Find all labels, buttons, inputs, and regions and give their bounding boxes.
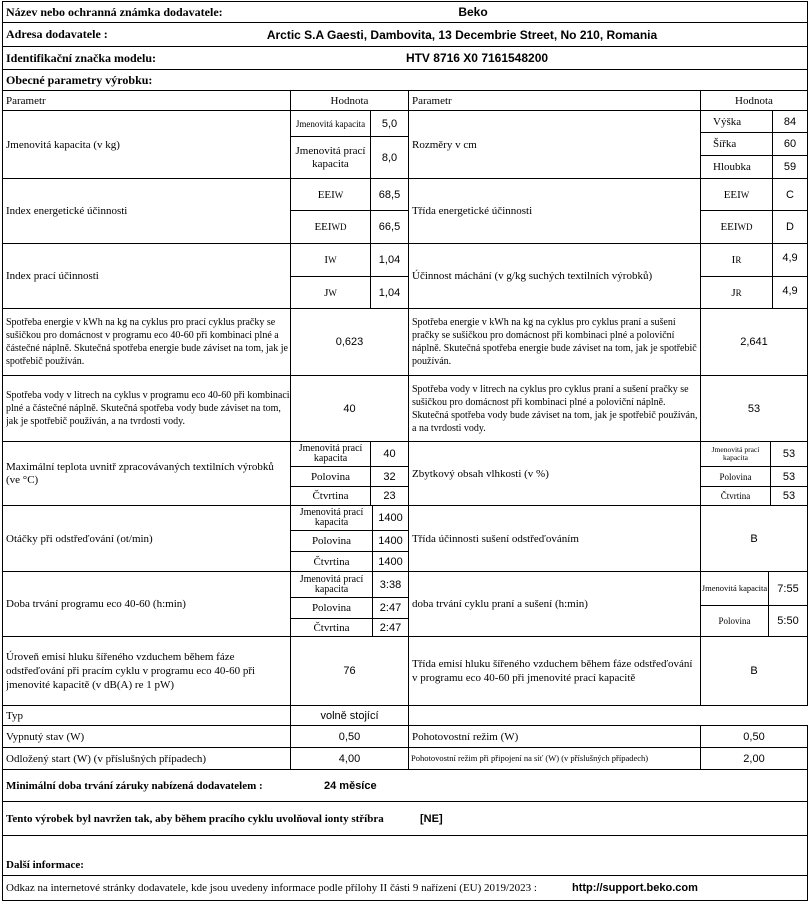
duration-val2: 2:47 [379, 621, 402, 634]
moisture-sub0: Jmenovitá prací kapacita [711, 445, 760, 462]
duration-sub0: Jmenovitá prací kapacita [299, 573, 364, 595]
rated-capacity-val1: 5,0 [381, 117, 398, 130]
general-header: Obecné parametry výrobku: [6, 72, 153, 87]
class-wd-value: D [786, 221, 794, 233]
water-wash-dry-label: Spotřeba vody v litrech na cyklus pro cyklus praní a sušení pračky se sušičkou pro domácnost při kombinaci plné a poloviční náplně. Skutečná spotřeba vody bude záviset na tom, jak je spotřebič používán, a na tvrdosti vody. [412, 383, 698, 434]
duration-wd-sub0: Jmenovitá kapacita [701, 583, 768, 593]
moisture-label: Zbytkový obsah vlhkosti (v %) [412, 467, 549, 480]
delay-start-label: Odložený start (W) (v příslušných případech) [6, 752, 207, 765]
duration-val1: 2:47 [379, 602, 402, 614]
noise-class-label: Třída emisí hluku šířeného vzduchem během fáze odstřeďování v programu eco 40-60 při jmenovité prací kapacitě [412, 658, 693, 684]
ir-label: I R [731, 254, 742, 266]
noise-label: Úroveň emisí hluku šířeného vzduchem během fáze odstřeďování při pracím cyklu v programu eco 40-60 při jmenovité kapacitě (v dB(A) re 1 pW) [6, 651, 256, 691]
standby-value: 0,50 [743, 730, 765, 743]
wash-index-label: Index prací účinnosti [6, 270, 99, 282]
moisture-val2: 53 [782, 490, 796, 502]
spin-val1: 1400 [378, 535, 403, 547]
model-value: HTV 8716 X0 7161548200 [405, 51, 549, 65]
spin-val2: 1400 [378, 555, 403, 568]
iw-label: I W [324, 254, 337, 266]
spin-sub1: Polovina [311, 535, 352, 547]
duration-sub2: Čtvrtina [313, 621, 350, 634]
width-value: 60 [783, 138, 797, 150]
dimensions-label: Rozměry v cm [412, 138, 477, 151]
max-temp-sub0: Jmenovitá prací kapacita [298, 443, 363, 464]
duration-wd-val0: 7:55 [777, 582, 799, 595]
height-value: 84 [783, 115, 797, 128]
jr-value: 4,9 [782, 285, 798, 297]
spin-class-value: B [750, 532, 758, 545]
noise-class-value: B [750, 665, 758, 677]
warranty-label: Minimální doba trvání záruky nabízená dodavatelem : [6, 779, 263, 792]
eeiwd-label: EEI WD [314, 221, 347, 233]
class-w-label: EEI W [723, 188, 750, 201]
left-value-header: Hodnota [330, 94, 369, 107]
spin-val0: 1400 [378, 512, 403, 524]
product-information-sheet [2, 1, 808, 901]
rated-capacity-val2: 8,0 [381, 151, 398, 164]
max-temp-sub1: Polovina [310, 470, 351, 483]
rated-capacity-sub2: Jmenovitá prací kapacita [295, 144, 366, 170]
rated-capacity-sub1: Jmenovitá kapacita [295, 118, 366, 129]
moisture-sub1: Polovina [719, 471, 752, 482]
width-label: Šířka [713, 138, 737, 150]
network-standby-value: 2,00 [743, 752, 765, 765]
class-w-value: C [786, 188, 794, 201]
height-label: Výška [713, 115, 742, 128]
network-standby-label: Pohotovostní režim při připojení na síť (W) (v příslušných případech) [411, 753, 649, 763]
eei-index-label: Index energetické účinnosti [6, 205, 128, 217]
link-text: Odkaz na internetové stránky dodavatele, kde jsou uvedeny informace podle přílohy II části 9 nařízení (EU) 2019/2023 : [6, 882, 537, 894]
max-temp-sub2: Čtvrtina [312, 490, 349, 502]
energy-wash-value: 0,623 [335, 336, 364, 348]
depth-value: 59 [783, 161, 797, 173]
supplier-label: Název nebo ochranná známka dodavatele: [6, 4, 223, 19]
off-mode-label: Vypnutý stav (W) [6, 730, 85, 743]
spin-class-label: Třída účinnosti sušení odstřeďováním [412, 532, 579, 545]
moisture-val1: 53 [782, 470, 796, 483]
jr-label: J R [731, 286, 742, 299]
standby-label: Pohotovostní režim (W) [412, 730, 519, 743]
eeiw-label: EEI W [317, 188, 344, 201]
max-temp-val0: 40 [383, 448, 396, 460]
supplier-value: Beko [458, 5, 488, 19]
off-mode-value: 0,50 [338, 730, 361, 743]
max-temp-label: Maximální teplota uvnitř zpracovávaných textilních výrobků (ve °C) [6, 460, 274, 486]
duration-wd-val1: 5:50 [777, 615, 799, 627]
energy-class-label: Třída energetické účinnosti [412, 205, 533, 217]
moisture-val0: 53 [782, 448, 796, 460]
water-wash-dry-value: 53 [747, 402, 761, 415]
moisture-sub2: Čtvrtina [720, 491, 751, 501]
left-param-header: Parametr [6, 94, 46, 107]
model-label: Identifikační značka modelu: [6, 50, 157, 65]
max-temp-val2: 23 [383, 490, 396, 502]
eeiwd-value: 66,5 [378, 221, 401, 233]
rated-capacity-label: Jmenovitá kapacita (v kg) [6, 138, 120, 151]
max-temp-val1: 32 [383, 470, 396, 483]
rinse-label: Účinnost máchání (v g/kg suchých textilních výrobků) [412, 270, 653, 282]
class-wd-label: EEI WD [720, 221, 753, 233]
eeiw-value: 68,5 [378, 188, 401, 201]
right-value-header: Hodnota [735, 94, 773, 107]
address-value: Arctic S.A Gaesti, Dambovita, 13 Decembrie Street, No 210, Romania [266, 27, 658, 42]
energy-wash-label: Spotřeba energie v kWh na kg na cyklus pro prací cyklus pračky se sušičkou pro domácnost v programu eco 40-60 při kombinaci plné a částečné náplně. Skutečná spotřeba energie bude záviset na tom, jak je spotřebič používán. [6, 317, 288, 367]
depth-label: Hloubka [713, 161, 751, 173]
energy-wash-dry-value: 2,641 [740, 336, 768, 348]
jw-label: J W [324, 286, 337, 299]
spin-sub2: Čtvrtina [313, 555, 350, 568]
water-wash-label: Spotřeba vody v litrech na cyklus v programu eco 40-60 při kombinaci plné a částečné náplně. Skutečná spotřeba vody bude záviset na tom, jak je spotřebič používán, a na tvrdosti vody. [6, 390, 290, 427]
warranty-value: 24 měsíce [324, 779, 377, 792]
water-wash-value: 40 [343, 402, 356, 415]
spin-sub0: Jmenovitá prací kapacita [299, 507, 364, 528]
more-info-label: Další informace: [6, 859, 84, 871]
duration-label: Doba trvání programu eco 40-60 (h:min) [6, 598, 186, 610]
duration-val0: 3:38 [379, 578, 402, 591]
type-value: volně stojící [320, 709, 379, 722]
jw-value: 1,04 [378, 287, 401, 299]
energy-wash-dry-label: Spotřeba energie v kWh na kg na cyklus pro cyklus praní a sušení pračky se sušičkou pro domácnost při kombinaci plné a poloviční náplně. Skutečná spotřeba energie bude záviset na tom, jak je spotřebič používán. [412, 317, 697, 367]
spin-speed-label: Otáčky při odstřeďování (ot/min) [6, 532, 153, 545]
silver-label: Tento výrobek byl navržen tak, aby během pracího cyklu uvolňoval ionty stříbra [6, 812, 384, 825]
duration-sub1: Polovina [311, 602, 352, 614]
duration-wd-sub1: Polovina [718, 616, 751, 626]
iw-value: 1,04 [378, 254, 401, 266]
right-param-header: Parametr [412, 94, 452, 107]
delay-start-value: 4,00 [338, 752, 361, 765]
duration-wash-dry-label: doba trvání cyklu praní a sušení (h:min) [412, 598, 588, 610]
noise-value: 76 [343, 665, 356, 677]
address-label: Adresa dodavatele : [6, 27, 108, 41]
type-label: Typ [6, 709, 23, 722]
ir-value: 4,9 [782, 252, 798, 264]
support-link[interactable]: http://support.beko.com [572, 882, 698, 894]
silver-value: [NE] [420, 812, 443, 825]
